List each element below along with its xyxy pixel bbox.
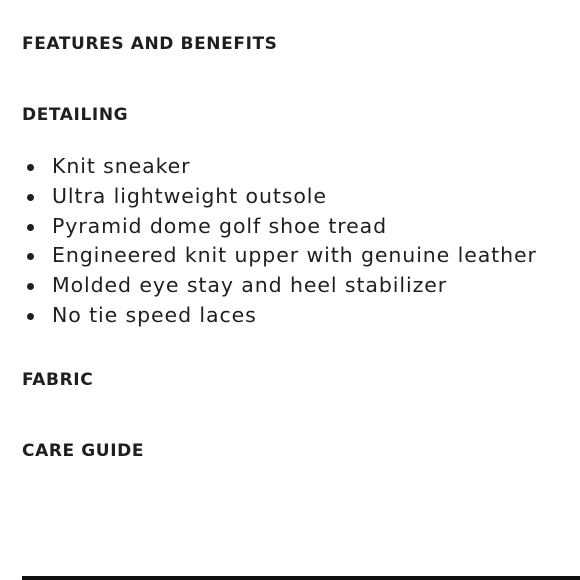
detailing-heading: DETAILING — [22, 105, 129, 125]
list-item — [22, 271, 537, 301]
list-item-text: Ultra lightweight outsole — [52, 183, 327, 208]
section-divider — [22, 576, 580, 580]
list-item-text: No tie speed laces — [52, 302, 257, 327]
list-item — [22, 152, 537, 182]
bullet-icon — [27, 313, 34, 320]
care-guide-heading[interactable]: CARE GUIDE — [22, 441, 145, 461]
bullet-icon — [27, 164, 34, 171]
list-item — [22, 212, 537, 242]
features-and-benefits-heading: FEATURES AND BENEFITS — [22, 34, 278, 54]
list-item — [22, 182, 537, 212]
list-item-text: Pyramid dome golf shoe tread — [52, 213, 388, 238]
detailing-list — [22, 152, 537, 331]
list-item — [22, 241, 537, 271]
list-item-text: Molded eye stay and heel stabilizer — [52, 273, 448, 298]
bullet-icon — [27, 194, 34, 201]
fabric-heading[interactable]: FABRIC — [22, 370, 94, 390]
list-item-text: Knit sneaker — [52, 154, 191, 178]
list-item — [22, 301, 537, 331]
bullet-icon — [27, 253, 34, 260]
bullet-icon — [27, 283, 34, 290]
list-item-text: Engineered knit upper with genuine leather — [52, 243, 537, 268]
bullet-icon — [27, 224, 34, 231]
